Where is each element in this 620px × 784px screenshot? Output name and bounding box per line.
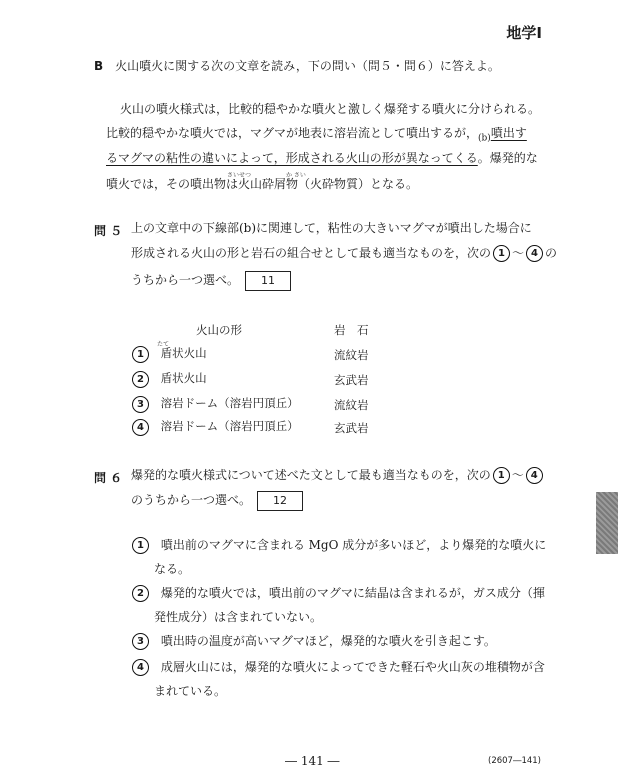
q6-option-1-line-2: なる。: [154, 562, 191, 576]
subject-title: 地学Ⅰ: [506, 24, 542, 42]
q5-range-to: 4: [526, 245, 543, 262]
section-tab-marker: [596, 492, 618, 554]
q5-text-1: 上の文章中の下線部(b)に関連して，粘性の大きいマグマが噴出した場合に: [131, 221, 532, 235]
page-code: (2607―141): [488, 756, 541, 766]
q6-option-4-line-2: まれている。: [154, 684, 227, 698]
q6-option-4-line-1: 成層火山には，爆発的な噴火によってできた軽石や火山灰の堆積物が含: [160, 660, 545, 674]
q6-answer-box[interactable]: 12: [257, 491, 303, 511]
q5-col-shape: 火山の形: [196, 323, 242, 337]
q6-option-3-num[interactable]: 3: [132, 633, 149, 650]
q6-option-3: [130, 630, 496, 652]
q5-row-3-rock: 流紋岩: [334, 398, 369, 412]
passage-line-1: 火山の噴火様式は，比較的穏やかな噴火と激しく爆発する噴火に分けられる。: [120, 102, 541, 116]
q5-text-3-body: うちから一つ選べ。: [131, 273, 240, 287]
q6-option-2-line-1: 爆発的な噴火では，噴出前のマグマに結晶は含まれるが，ガス成分（揮: [160, 586, 545, 600]
q6-option-2-num[interactable]: 2: [132, 585, 149, 602]
q5-answer-box[interactable]: 11: [245, 271, 291, 291]
q5-row-4-num[interactable]: 4: [132, 419, 149, 436]
q6-range-from: 1: [493, 467, 510, 484]
passage-line-2-text: 比較的穏やかな噴火では，マグマが地表に溶岩流として噴出するが，: [106, 126, 479, 140]
ruby-saisetsu: さいせつ: [227, 172, 252, 179]
q5-row-2: [130, 370, 207, 388]
passage-line-4: 噴火では，その噴出物は火山砕屑物（火砕物質）となる。: [106, 177, 419, 191]
ruby-kasai: か さい: [286, 172, 306, 179]
q6-text-2-body: のうちから一つ選べ。: [131, 493, 252, 507]
q6-option-4-num[interactable]: 4: [132, 659, 149, 676]
q6-label: 問 ６: [94, 471, 123, 485]
underlined-text-start: 噴出す: [490, 126, 527, 140]
q5-row-1-shape: 盾状火山: [160, 346, 207, 360]
q5-col-rock: 岩 石: [334, 323, 369, 337]
q5-row-3: [130, 395, 299, 413]
section-intro: 火山噴火に関する次の文章を読み，下の問い（問５・問６）に答えよ。: [115, 59, 500, 73]
q5-row-2-num[interactable]: 2: [132, 371, 149, 388]
q6-option-4: [130, 656, 545, 678]
q5-row-3-num[interactable]: 3: [132, 396, 149, 413]
q5-text-2: [131, 241, 557, 266]
q6-option-2-line-2: 発性成分）は含まれていない。: [154, 610, 323, 624]
q6-option-2: [130, 582, 545, 604]
q5-range-tilde: ～: [512, 246, 525, 260]
q5-row-4-rock: 玄武岩: [334, 421, 369, 435]
underlined-text-end: るマグマの粘性の違いによって，形成される火山の形が異なってくる: [106, 151, 478, 165]
q5-row-2-shape: 盾状火山: [160, 371, 207, 385]
q6-option-1-line-1: 噴出前のマグマに含まれる MgO 成分が多いほど，より爆発的な噴火に: [160, 538, 547, 552]
section-label: B: [94, 59, 104, 73]
q5-text-2-end: の: [545, 246, 558, 260]
q6-text-1-body: 爆発的な噴火様式について述べた文として最も適当なものを，次の: [131, 468, 491, 482]
underline-mark-b: (b): [478, 133, 491, 144]
q5-row-3-shape: 溶岩ドーム（溶岩円頂丘）: [160, 396, 299, 410]
q6-text-2: [131, 488, 303, 513]
q5-row-1-num[interactable]: 1: [132, 346, 149, 363]
q6-range-tilde: ～: [511, 468, 524, 482]
section-heading: [94, 57, 500, 74]
q6-option-3-line-1: 噴出時の温度が高いマグマほど，爆発的な噴火を引き起こす。: [160, 634, 496, 648]
q5-row-1: [130, 345, 207, 363]
q5-row-4: [130, 418, 299, 436]
passage-line-3: [106, 146, 538, 170]
q5-row-1-rock: 流紋岩: [334, 348, 369, 362]
q6-range-to: 4: [526, 467, 543, 484]
ruby-tate: たて: [157, 341, 170, 348]
q5-row-2-rock: 玄武岩: [334, 373, 369, 387]
q6-option-1-num[interactable]: 1: [132, 537, 149, 554]
page-number: ― 141 ―: [285, 754, 340, 768]
q5-range-from: 1: [493, 245, 510, 262]
q5-label: 問 ５: [94, 224, 123, 238]
q5-text-3: [131, 268, 291, 293]
q5-row-4-shape: 溶岩ドーム（溶岩円頂丘）: [160, 419, 299, 433]
q6-text-1: [131, 463, 545, 488]
q6-option-1: [130, 534, 546, 556]
q5-text-2-body: 形成される火山の形と岩石の組合せとして最も適当なものを，次の: [131, 246, 492, 260]
passage-line-3-text: 。爆発的な: [477, 151, 538, 165]
